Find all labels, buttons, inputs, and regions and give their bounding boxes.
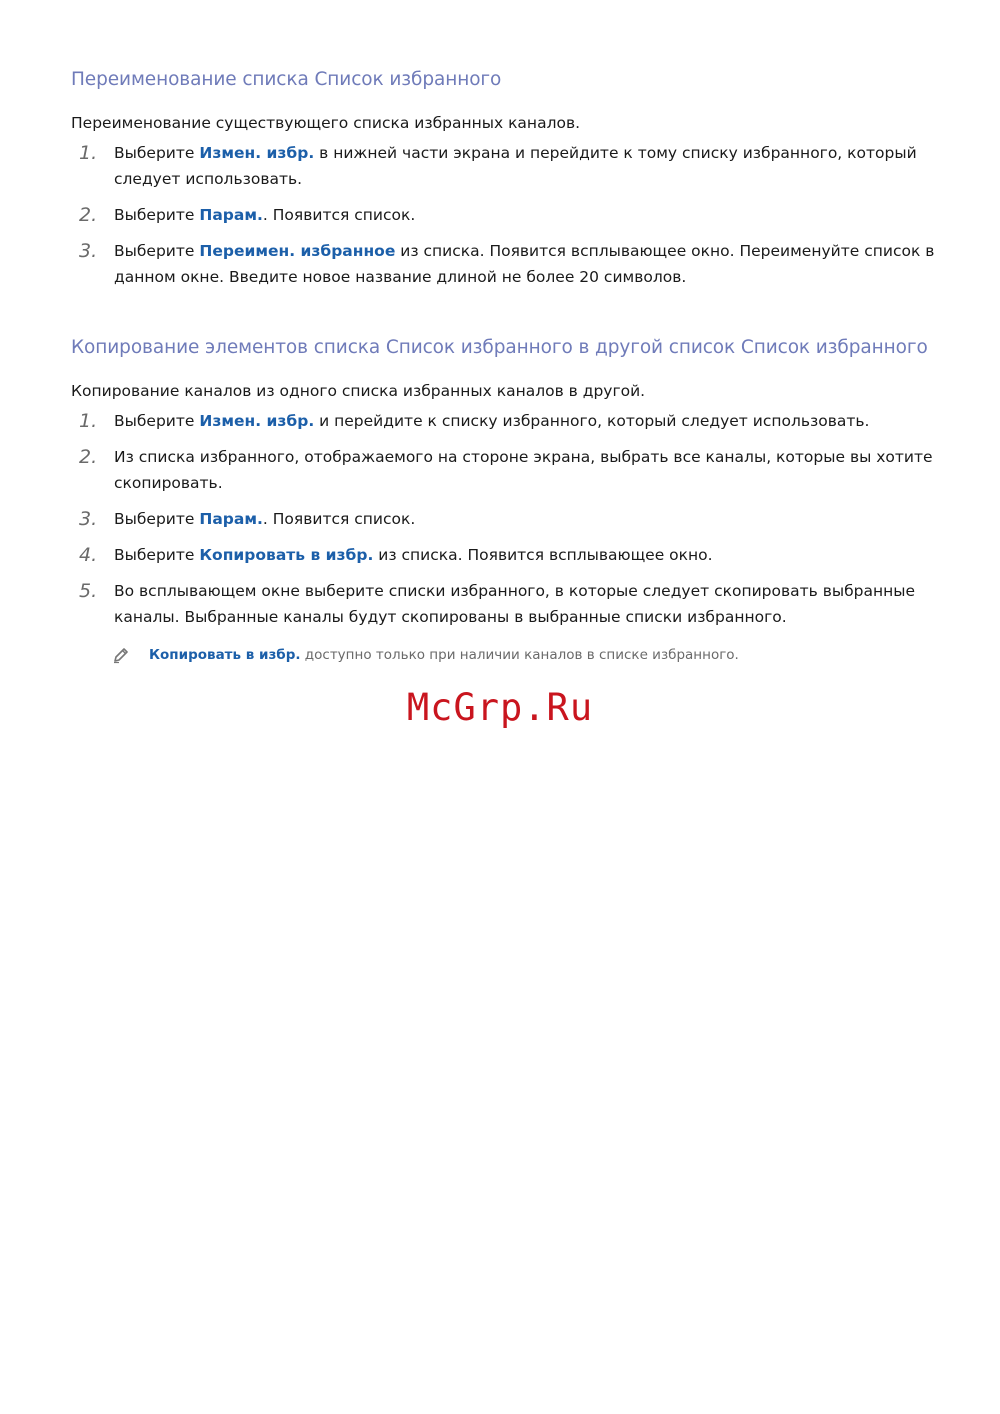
step-text: Выберите xyxy=(114,412,200,430)
menu-keyword: Переимен. избранное xyxy=(199,242,396,260)
step-text: и перейдите к списку избранного, который следует использовать. xyxy=(314,412,870,430)
section-title: Переименование списка Список избранного xyxy=(71,69,502,90)
step-number: 3. xyxy=(79,508,98,530)
step-item xyxy=(71,408,941,434)
step-number: 5. xyxy=(79,580,98,602)
watermark-logo: McGrp.Ru xyxy=(406,686,594,729)
step-item xyxy=(71,202,941,228)
step-item xyxy=(71,578,941,630)
section-title: Копирование элементов списка Список избранного в другой список Список избранного xyxy=(71,337,928,358)
menu-keyword: Измен. избр. xyxy=(199,412,315,430)
steps-list xyxy=(71,408,941,630)
step-text: Во всплывающем окне выберите списки избранного, в которые следует скопировать выбранные каналы. Выбранные каналы будут скопированы в выбранные списки избранного. xyxy=(114,582,916,626)
step-number: 1. xyxy=(79,142,98,164)
note-text: доступно только при наличии каналов в списке избранного. xyxy=(300,647,739,663)
step-item xyxy=(71,506,941,532)
menu-keyword: Парам. xyxy=(199,206,263,224)
step-text: Из списка избранного, отображаемого на стороне экрана, выбрать все каналы, которые вы хотите скопировать. xyxy=(114,448,933,492)
menu-keyword: Копировать в избр. xyxy=(199,546,374,564)
step-text: Выберите xyxy=(114,510,200,528)
menu-keyword: Парам. xyxy=(199,510,263,528)
step-item xyxy=(71,238,941,290)
step-text: Выберите xyxy=(114,546,200,564)
step-text: в нижней части экрана и перейдите к тому списку избранного, который следует использовать. xyxy=(114,144,917,188)
step-item xyxy=(71,444,941,496)
menu-keyword: Измен. избр. xyxy=(199,144,315,162)
step-text: Выберите xyxy=(114,242,200,260)
step-number: 3. xyxy=(79,240,98,262)
step-text: . Появится список. xyxy=(262,510,416,528)
step-text: Выберите xyxy=(114,144,200,162)
step-text: из списка. Появится всплывающее окно. Переименуйте список в данном окне. Введите новое название длиной не более 20 символов. xyxy=(114,242,935,286)
step-number: 2. xyxy=(79,446,98,468)
step-item xyxy=(71,542,941,568)
step-number: 1. xyxy=(79,410,98,432)
step-item xyxy=(71,140,941,192)
step-text: . Появится список. xyxy=(262,206,416,224)
step-text: Выберите xyxy=(114,206,200,224)
note xyxy=(71,644,941,666)
menu-keyword: Копировать в избр. xyxy=(149,647,301,663)
section-intro: Переименование существующего списка избранных каналов. xyxy=(71,114,581,132)
section-copy-favorites xyxy=(71,332,941,666)
step-number: 2. xyxy=(79,204,98,226)
steps-list xyxy=(71,140,941,290)
step-number: 4. xyxy=(79,544,98,566)
pencil-icon xyxy=(112,646,130,664)
section-intro: Копирование каналов из одного списка избранных каналов в другой. xyxy=(71,382,646,400)
section-rename-favorites xyxy=(71,64,941,290)
step-text: из списка. Появится всплывающее окно. xyxy=(373,546,713,564)
